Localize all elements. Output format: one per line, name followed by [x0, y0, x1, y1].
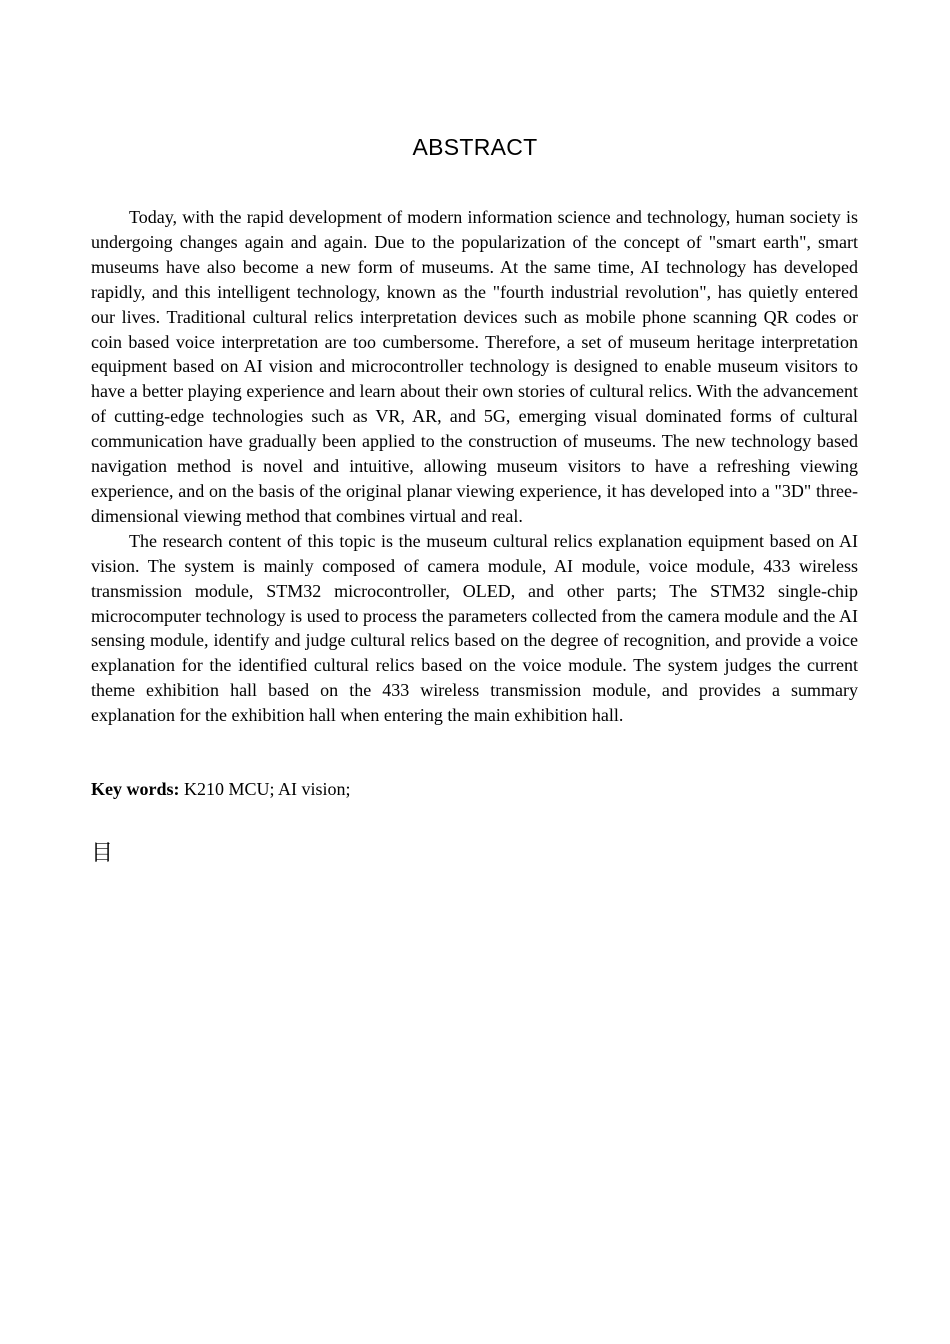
keywords-label: Key words: [91, 779, 180, 799]
page-title: ABSTRACT [412, 134, 538, 160]
abstract-paragraph-1: Today, with the rapid development of modern information science and technology, human society is undergoing changes again and again. Due to the popularization of the concept of "smart earth", smart museums have also become a new form of museums. At the same time, AI technology has developed rapidly, and this intelligent technology, known as the "fourth industrial revolution", has quietly entered our lives. Traditional cultural relics interpretation devices such as mobile phone scanning QR codes or coin based voice interpretation are too cumbersome. Therefore, a set of museum heritage interpretation equipment based on AI vision and microcontroller technology is designed to enable museum visitors to have a better playing experience and learn about their own stories of cultural relics. With the advancement of cutting-edge technologies such as VR, AR, and 5G, emerging visual dominated forms of cultural communication have gradually been applied to the construction of museums. The new technology based navigation method is novel and intuitive, allowing museum visitors to have a refreshing viewing experience, and on the basis of the original planar viewing experience, it has developed into a "3D" three-dimensional viewing method that combines virtual and real. [91, 207, 858, 526]
toc-heading: 目 [91, 841, 114, 866]
abstract-paragraph-2: The research content of this topic is the museum cultural relics explanation equipment based on AI vision. The system is mainly composed of camera module, AI module, voice module, 433 wireless transmission module, STM32 microcontroller, OLED, and other parts; The STM32 single-chip microcomputer technology is used to process the parameters collected from the camera module and the AI sensing module, identify and judge cultural relics based on the degree of recognition, and provide a voice explanation for the identified cultural relics based on the voice module. The system judges the current theme exhibition hall based on the 433 wireless transmission module, and provides a summary explanation for the exhibition hall when entering the main exhibition hall. [91, 530, 858, 726]
abstract-body [91, 205, 858, 728]
keywords-line [91, 777, 858, 802]
keywords-value: K210 MCU; AI vision; [179, 779, 351, 799]
